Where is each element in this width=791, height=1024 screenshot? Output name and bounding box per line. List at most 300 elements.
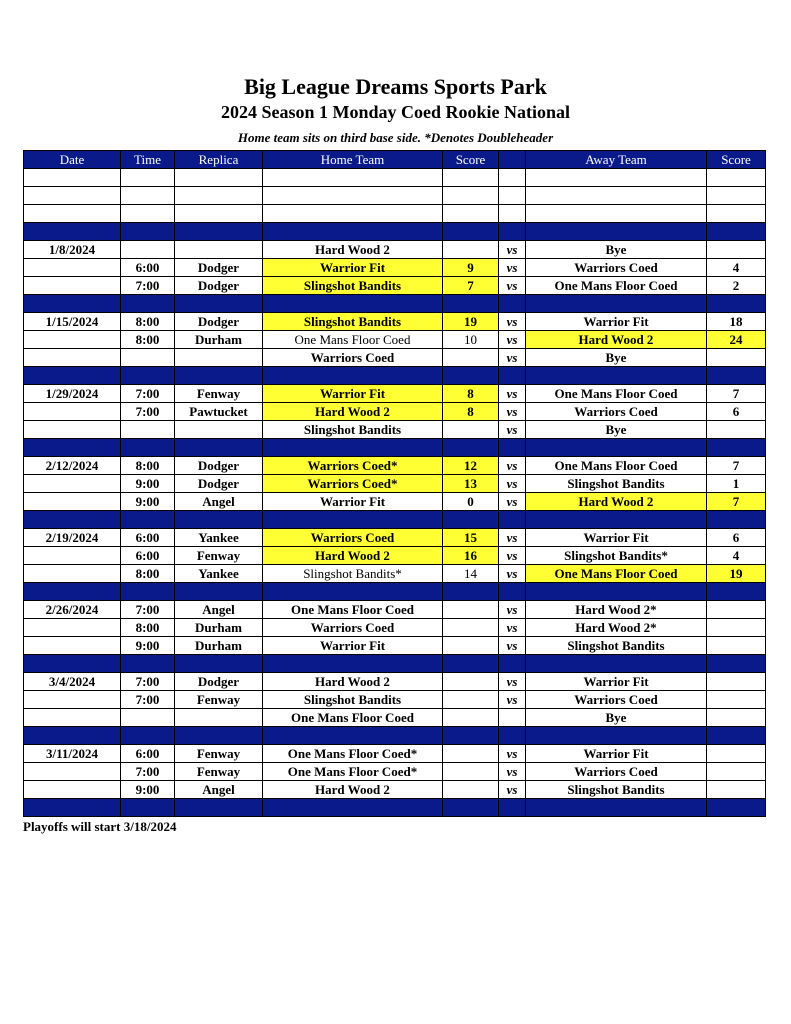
replica-cell: Yankee (175, 565, 263, 583)
vs-cell: vs (499, 277, 526, 295)
table-row (24, 529, 766, 547)
away-team-cell (526, 187, 707, 205)
separator-cell (121, 367, 175, 385)
separator-cell (24, 511, 121, 529)
away-score-cell (707, 709, 766, 727)
date-cell (24, 349, 121, 367)
separator-cell (707, 223, 766, 241)
date-cell (24, 421, 121, 439)
date-cell (24, 781, 121, 799)
vs-cell: vs (499, 403, 526, 421)
time-cell: 9:00 (121, 781, 175, 799)
away-team-cell: One Mans Floor Coed (526, 565, 707, 583)
date-cell: 1/15/2024 (24, 313, 121, 331)
home-team-cell: Warrior Fit (263, 259, 443, 277)
home-score-cell: 9 (443, 259, 499, 277)
home-team-cell: Warrior Fit (263, 493, 443, 511)
home-team-cell (263, 187, 443, 205)
away-team-cell: Slingshot Bandits* (526, 547, 707, 565)
time-cell: 9:00 (121, 475, 175, 493)
home-score-cell: 15 (443, 529, 499, 547)
away-score-cell: 24 (707, 331, 766, 349)
separator-cell (443, 295, 499, 313)
table-row (24, 457, 766, 475)
date-cell: 3/4/2024 (24, 673, 121, 691)
vs-cell: vs (499, 763, 526, 781)
vs-cell: vs (499, 547, 526, 565)
separator-cell (175, 295, 263, 313)
vs-cell (499, 709, 526, 727)
table-row (24, 403, 766, 421)
date-cell: 2/19/2024 (24, 529, 121, 547)
separator-cell (263, 655, 443, 673)
separator-cell (175, 367, 263, 385)
date-cell: 1/8/2024 (24, 241, 121, 259)
playoffs-note: Playoffs will start 3/18/2024 (23, 819, 177, 834)
separator-cell (526, 655, 707, 673)
separator-cell (263, 583, 443, 601)
separator-cell (24, 655, 121, 673)
separator-cell (443, 223, 499, 241)
separator-cell (175, 583, 263, 601)
date-cell: 1/29/2024 (24, 385, 121, 403)
separator-cell (263, 799, 443, 817)
home-score-cell (443, 637, 499, 655)
separator-cell (526, 511, 707, 529)
home-score-cell: 0 (443, 493, 499, 511)
time-cell: 6:00 (121, 259, 175, 277)
table-row (24, 331, 766, 349)
separator-cell (499, 367, 526, 385)
table-row (24, 547, 766, 565)
separator-cell (443, 367, 499, 385)
vs-cell: vs (499, 781, 526, 799)
separator-cell (707, 799, 766, 817)
date-cell (24, 763, 121, 781)
time-cell: 7:00 (121, 601, 175, 619)
vs-cell: vs (499, 745, 526, 763)
vs-cell: vs (499, 673, 526, 691)
away-score-cell: 2 (707, 277, 766, 295)
away-score-cell: 6 (707, 403, 766, 421)
replica-cell: Pawtucket (175, 403, 263, 421)
away-score-cell: 19 (707, 565, 766, 583)
separator-cell (443, 799, 499, 817)
home-team-cell: One Mans Floor Coed* (263, 745, 443, 763)
separator-cell (263, 295, 443, 313)
replica-cell: Fenway (175, 691, 263, 709)
table-row (24, 673, 766, 691)
date-cell (24, 637, 121, 655)
away-team-cell: Bye (526, 421, 707, 439)
away-team-cell: Slingshot Bandits (526, 637, 707, 655)
separator-cell (24, 295, 121, 313)
week-separator-row (24, 295, 766, 313)
header-row (24, 151, 766, 169)
away-score-cell: 4 (707, 259, 766, 277)
away-score-cell: 6 (707, 529, 766, 547)
separator-cell (443, 655, 499, 673)
home-team-cell: Warrior Fit (263, 637, 443, 655)
away-team-cell: Hard Wood 2 (526, 331, 707, 349)
table-row (24, 493, 766, 511)
separator-cell (121, 223, 175, 241)
away-score-cell (707, 763, 766, 781)
date-cell (24, 331, 121, 349)
replica-cell (175, 349, 263, 367)
separator-cell (526, 727, 707, 745)
replica-cell: Fenway (175, 745, 263, 763)
table-row (24, 313, 766, 331)
replica-cell: Dodger (175, 457, 263, 475)
replica-cell (175, 421, 263, 439)
date-cell: 2/12/2024 (24, 457, 121, 475)
home-score-cell: 19 (443, 313, 499, 331)
home-team-cell: One Mans Floor Coed (263, 601, 443, 619)
home-score-cell: 8 (443, 385, 499, 403)
separator-cell (526, 799, 707, 817)
time-cell: 9:00 (121, 493, 175, 511)
home-score-cell (443, 205, 499, 223)
date-cell (24, 205, 121, 223)
separator-cell (526, 367, 707, 385)
table-row (24, 637, 766, 655)
time-cell: 6:00 (121, 547, 175, 565)
away-score-cell: 7 (707, 385, 766, 403)
replica-cell: Dodger (175, 259, 263, 277)
separator-cell (121, 511, 175, 529)
away-team-cell: Slingshot Bandits (526, 475, 707, 493)
schedule-table (23, 150, 766, 817)
home-team-cell (263, 169, 443, 187)
away-team-cell (526, 205, 707, 223)
away-team-cell: One Mans Floor Coed (526, 277, 707, 295)
separator-cell (175, 511, 263, 529)
away-team-cell: Bye (526, 709, 707, 727)
away-score-cell (707, 601, 766, 619)
away-team-cell: Warrior Fit (526, 529, 707, 547)
vs-cell: vs (499, 421, 526, 439)
time-cell: 7:00 (121, 385, 175, 403)
away-score-cell (707, 637, 766, 655)
table-row (24, 781, 766, 799)
away-team-cell: Warrior Fit (526, 673, 707, 691)
replica-cell: Dodger (175, 673, 263, 691)
away-team-cell: Warrior Fit (526, 745, 707, 763)
separator-cell (499, 655, 526, 673)
vs-cell: vs (499, 349, 526, 367)
away-team-cell: One Mans Floor Coed (526, 457, 707, 475)
vs-cell: vs (499, 313, 526, 331)
home-team-cell: Slingshot Bandits (263, 277, 443, 295)
week-separator-row (24, 439, 766, 457)
away-score-cell (707, 241, 766, 259)
replica-cell: Durham (175, 637, 263, 655)
replica-cell: Fenway (175, 385, 263, 403)
home-team-cell: One Mans Floor Coed (263, 709, 443, 727)
home-team-cell (263, 205, 443, 223)
time-cell (121, 187, 175, 205)
vs-cell: vs (499, 493, 526, 511)
separator-cell (24, 223, 121, 241)
time-cell: 7:00 (121, 691, 175, 709)
vs-cell: vs (499, 475, 526, 493)
date-cell (24, 475, 121, 493)
schedule-body (24, 169, 766, 817)
table-row (24, 763, 766, 781)
home-team-cell: Slingshot Bandits (263, 421, 443, 439)
home-score-cell (443, 601, 499, 619)
away-score-cell (707, 691, 766, 709)
separator-cell (443, 583, 499, 601)
date-cell: 3/11/2024 (24, 745, 121, 763)
vs-cell: vs (499, 385, 526, 403)
home-score-cell (443, 673, 499, 691)
away-score-cell (707, 781, 766, 799)
separator-cell (499, 295, 526, 313)
separator-cell (175, 727, 263, 745)
separator-cell (263, 223, 443, 241)
time-cell: 7:00 (121, 403, 175, 421)
col-header-vs (499, 151, 526, 169)
separator-cell (263, 439, 443, 457)
col-header-replica: Replica (175, 151, 263, 169)
away-score-cell (707, 745, 766, 763)
away-team-cell: Hard Wood 2* (526, 601, 707, 619)
week-separator-row (24, 799, 766, 817)
replica-cell: Durham (175, 331, 263, 349)
away-team-cell: Hard Wood 2 (526, 493, 707, 511)
table-row (24, 385, 766, 403)
week-separator-row (24, 727, 766, 745)
table-row (24, 259, 766, 277)
separator-cell (526, 439, 707, 457)
separator-cell (263, 727, 443, 745)
separator-cell (263, 511, 443, 529)
time-cell: 8:00 (121, 619, 175, 637)
home-team-cell: Warrior Fit (263, 385, 443, 403)
separator-cell (443, 727, 499, 745)
vs-cell: vs (499, 529, 526, 547)
week-separator-row (24, 583, 766, 601)
separator-cell (24, 799, 121, 817)
replica-cell (175, 241, 263, 259)
separator-cell (499, 223, 526, 241)
away-team-cell: Bye (526, 349, 707, 367)
separator-cell (24, 583, 121, 601)
home-team-cell: Warriors Coed* (263, 475, 443, 493)
home-score-cell (443, 709, 499, 727)
home-score-cell (443, 241, 499, 259)
table-row (24, 601, 766, 619)
time-cell: 7:00 (121, 277, 175, 295)
time-cell (121, 205, 175, 223)
home-score-cell (443, 745, 499, 763)
table-row (24, 709, 766, 727)
separator-cell (526, 295, 707, 313)
date-cell (24, 187, 121, 205)
home-score-cell: 16 (443, 547, 499, 565)
empty-row (24, 187, 766, 205)
replica-cell: Dodger (175, 313, 263, 331)
home-team-cell: Hard Wood 2 (263, 241, 443, 259)
separator-cell (121, 727, 175, 745)
away-score-cell (707, 169, 766, 187)
home-team-cell: Slingshot Bandits (263, 313, 443, 331)
separator-cell (526, 223, 707, 241)
week-separator-row (24, 511, 766, 529)
replica-cell (175, 187, 263, 205)
table-row (24, 565, 766, 583)
replica-cell (175, 709, 263, 727)
separator-cell (707, 367, 766, 385)
col-header-away-team: Away Team (526, 151, 707, 169)
time-cell (121, 241, 175, 259)
vs-cell: vs (499, 601, 526, 619)
date-cell (24, 493, 121, 511)
away-team-cell: Hard Wood 2* (526, 619, 707, 637)
replica-cell: Dodger (175, 277, 263, 295)
col-header-time: Time (121, 151, 175, 169)
separator-cell (526, 583, 707, 601)
replica-cell: Fenway (175, 763, 263, 781)
time-cell: 6:00 (121, 529, 175, 547)
table-row (24, 475, 766, 493)
replica-cell (175, 205, 263, 223)
page-note: Home team sits on third base side. *Denotes Doubleheader (237, 130, 554, 145)
home-team-cell: Warriors Coed (263, 349, 443, 367)
away-score-cell (707, 349, 766, 367)
away-team-cell: Warriors Coed (526, 259, 707, 277)
replica-cell: Dodger (175, 475, 263, 493)
date-cell (24, 169, 121, 187)
time-cell: 8:00 (121, 457, 175, 475)
date-cell (24, 277, 121, 295)
vs-cell: vs (499, 619, 526, 637)
col-header-date: Date (24, 151, 121, 169)
separator-cell (499, 799, 526, 817)
home-team-cell: Hard Wood 2 (263, 673, 443, 691)
replica-cell (175, 169, 263, 187)
date-cell (24, 259, 121, 277)
away-score-cell: 7 (707, 457, 766, 475)
table-row (24, 691, 766, 709)
separator-cell (175, 799, 263, 817)
date-cell: 2/26/2024 (24, 601, 121, 619)
away-team-cell: One Mans Floor Coed (526, 385, 707, 403)
home-team-cell: Hard Wood 2 (263, 403, 443, 421)
time-cell: 7:00 (121, 673, 175, 691)
away-score-cell: 18 (707, 313, 766, 331)
time-cell: 6:00 (121, 745, 175, 763)
separator-cell (24, 439, 121, 457)
home-score-cell (443, 349, 499, 367)
table-row (24, 745, 766, 763)
separator-cell (121, 655, 175, 673)
vs-cell (499, 187, 526, 205)
separator-cell (24, 367, 121, 385)
away-team-cell: Slingshot Bandits (526, 781, 707, 799)
separator-cell (121, 295, 175, 313)
time-cell (121, 421, 175, 439)
separator-cell (121, 439, 175, 457)
separator-cell (707, 583, 766, 601)
home-score-cell (443, 169, 499, 187)
separator-cell (24, 727, 121, 745)
time-cell: 7:00 (121, 763, 175, 781)
home-score-cell: 7 (443, 277, 499, 295)
home-team-cell: Warriors Coed (263, 529, 443, 547)
home-score-cell (443, 421, 499, 439)
date-cell (24, 547, 121, 565)
vs-cell: vs (499, 259, 526, 277)
empty-row (24, 169, 766, 187)
separator-cell (175, 655, 263, 673)
separator-cell (443, 511, 499, 529)
away-score-cell: 4 (707, 547, 766, 565)
away-score-cell (707, 187, 766, 205)
home-team-cell: Slingshot Bandits* (263, 565, 443, 583)
time-cell: 8:00 (121, 331, 175, 349)
separator-cell (707, 295, 766, 313)
vs-cell: vs (499, 331, 526, 349)
separator-cell (499, 439, 526, 457)
away-score-cell (707, 619, 766, 637)
time-cell (121, 349, 175, 367)
week-separator-row (24, 655, 766, 673)
page-subtitle: 2024 Season 1 Monday Coed Rookie National (220, 102, 571, 122)
separator-cell (121, 583, 175, 601)
separator-cell (499, 583, 526, 601)
date-cell (24, 691, 121, 709)
home-score-cell: 10 (443, 331, 499, 349)
away-team-cell: Bye (526, 241, 707, 259)
home-score-cell: 14 (443, 565, 499, 583)
home-team-cell: Warriors Coed* (263, 457, 443, 475)
date-cell (24, 709, 121, 727)
table-row (24, 277, 766, 295)
separator-cell (707, 511, 766, 529)
home-score-cell: 12 (443, 457, 499, 475)
separator-cell (175, 223, 263, 241)
col-header-away-score: Score (707, 151, 766, 169)
date-cell (24, 403, 121, 421)
home-score-cell (443, 781, 499, 799)
separator-cell (121, 799, 175, 817)
vs-cell: vs (499, 691, 526, 709)
col-header-home-team: Home Team (263, 151, 443, 169)
home-team-cell: Slingshot Bandits (263, 691, 443, 709)
time-cell: 8:00 (121, 565, 175, 583)
date-cell (24, 565, 121, 583)
col-header-home-score: Score (443, 151, 499, 169)
separator-cell (707, 439, 766, 457)
vs-cell (499, 205, 526, 223)
home-team-cell: Warriors Coed (263, 619, 443, 637)
vs-cell: vs (499, 565, 526, 583)
replica-cell: Durham (175, 619, 263, 637)
separator-cell (263, 367, 443, 385)
time-cell (121, 169, 175, 187)
table-row (24, 619, 766, 637)
week-separator-row (24, 367, 766, 385)
home-score-cell (443, 187, 499, 205)
home-team-cell: Hard Wood 2 (263, 547, 443, 565)
date-cell (24, 619, 121, 637)
time-cell: 9:00 (121, 637, 175, 655)
table-row (24, 421, 766, 439)
home-score-cell: 13 (443, 475, 499, 493)
